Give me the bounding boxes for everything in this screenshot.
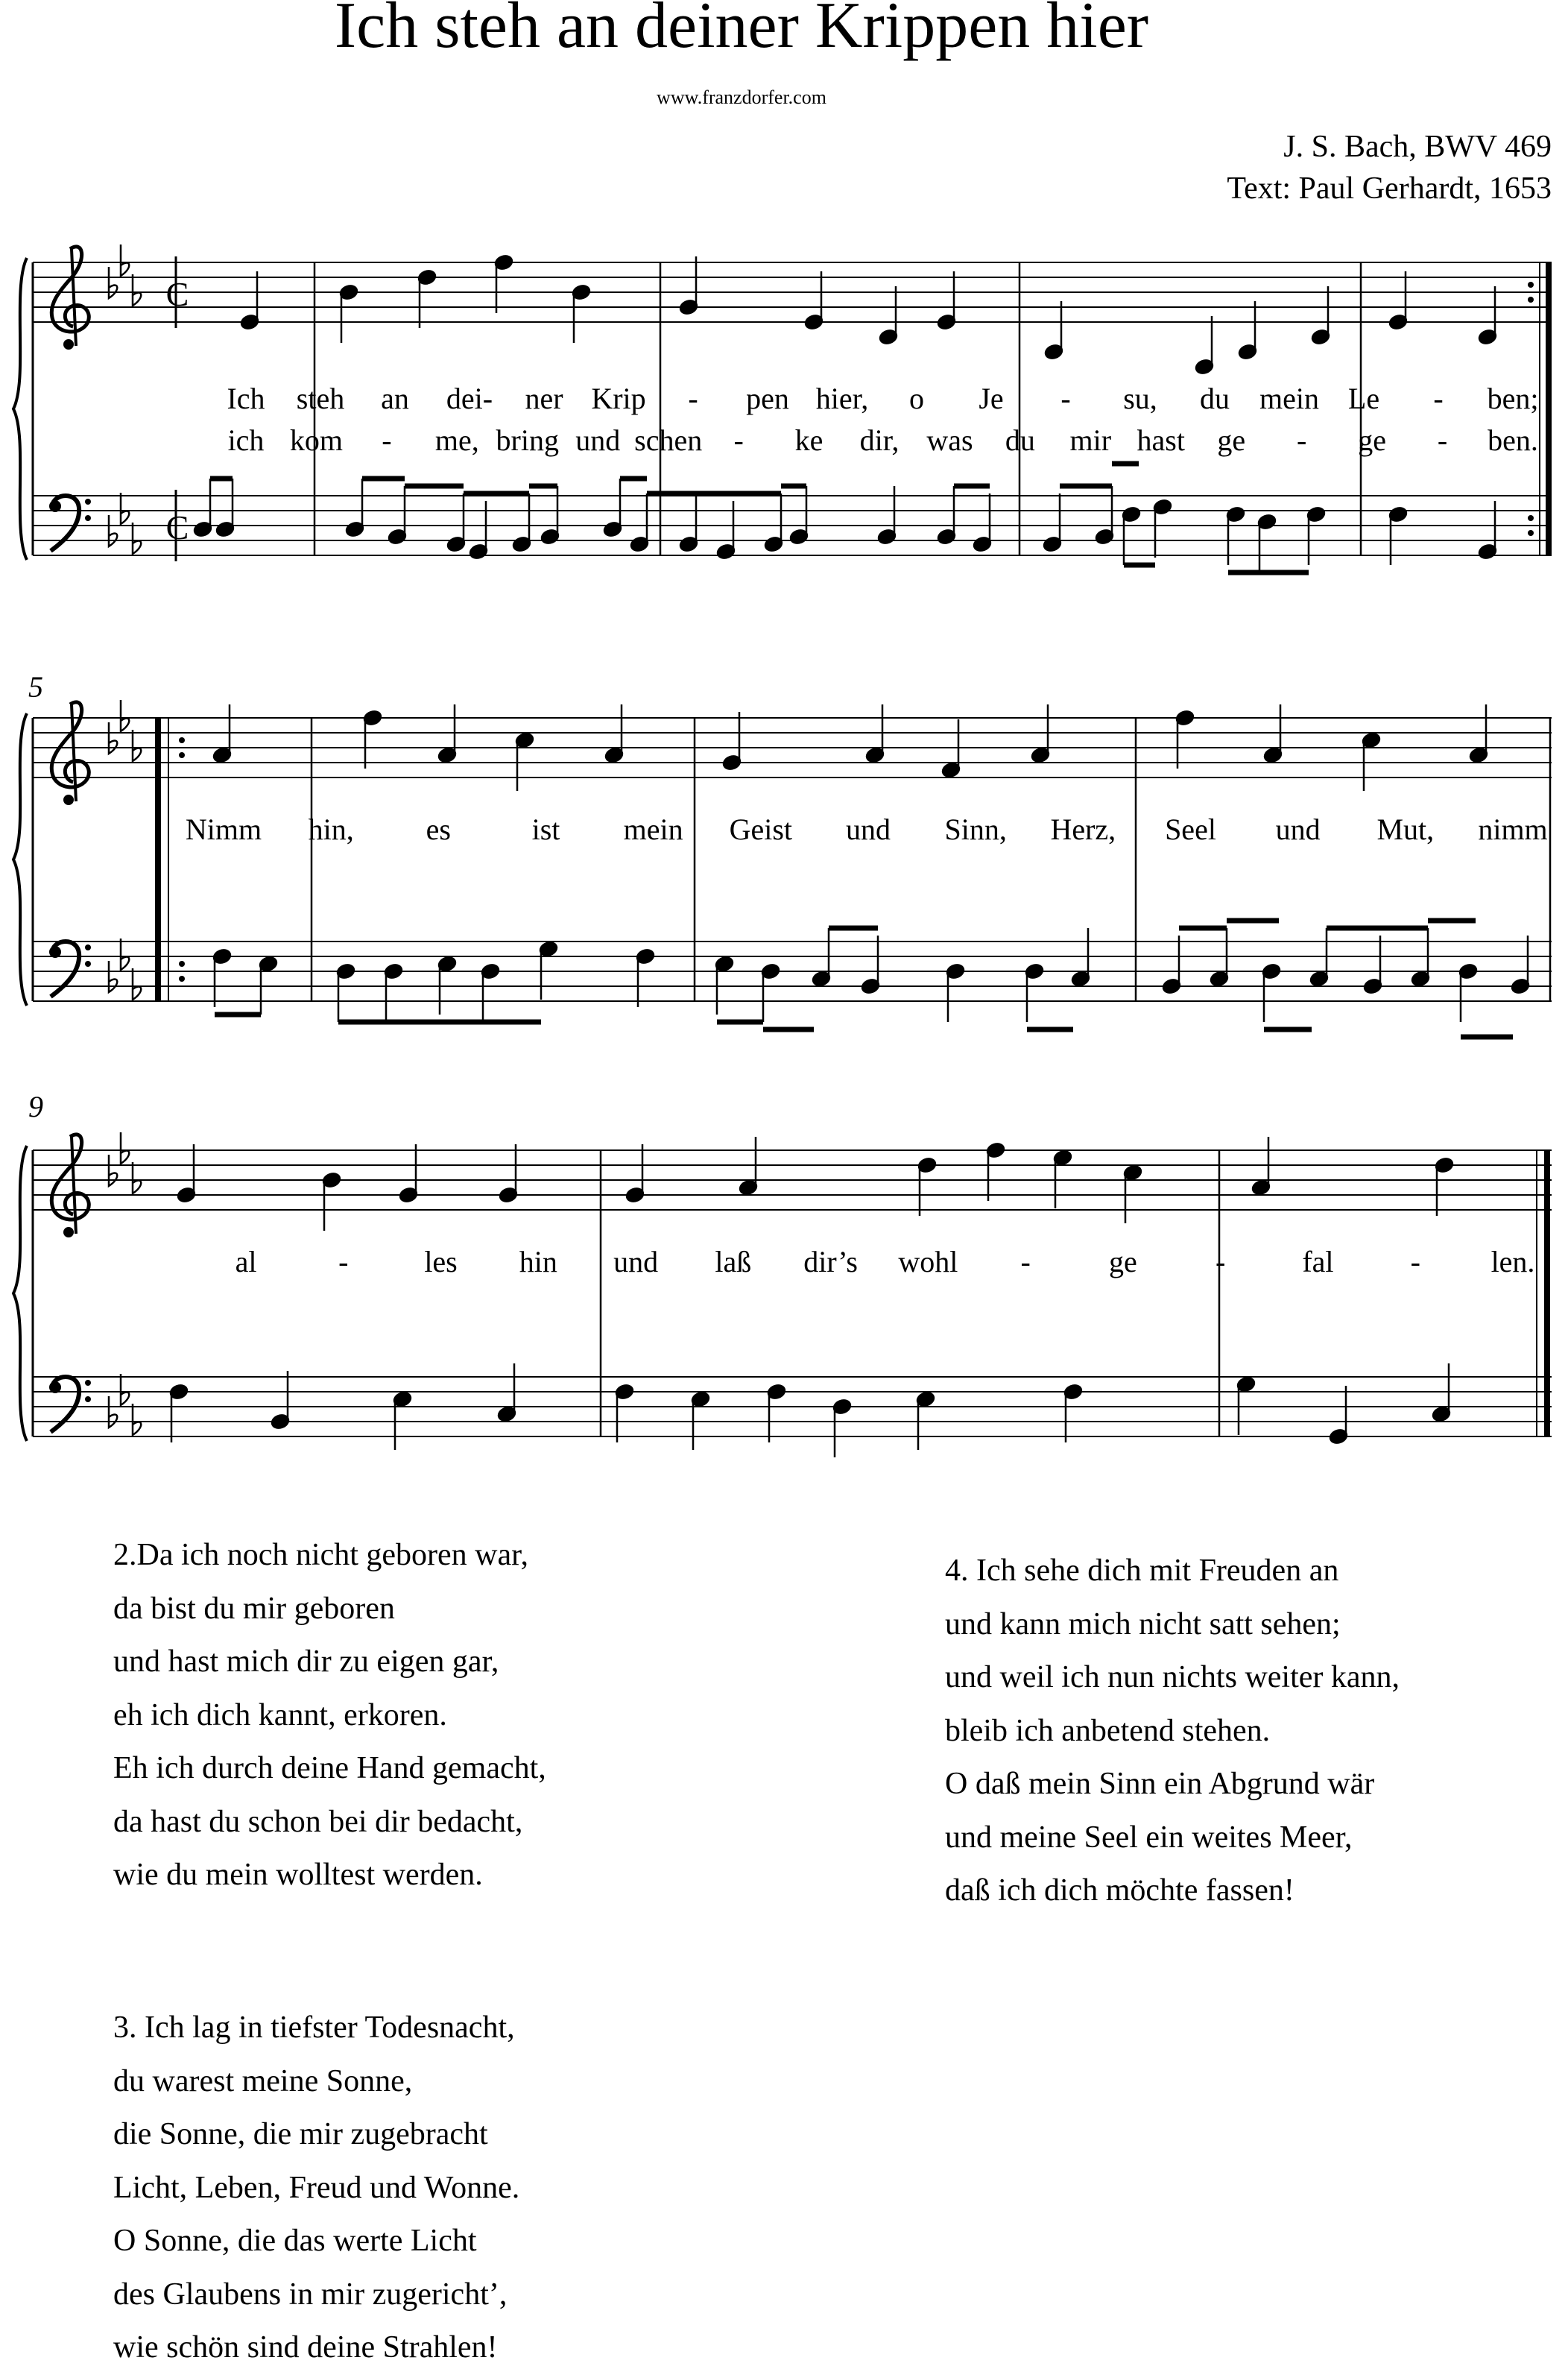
bass-clef-dot xyxy=(85,944,91,950)
flat-icon xyxy=(133,274,141,306)
verse-3-line: wie schön sind deine Strahlen! xyxy=(113,2330,498,2365)
flat-icon xyxy=(121,493,129,524)
treble-clef-curve xyxy=(51,702,89,787)
lyric-syllable: hin xyxy=(519,1245,557,1278)
lyric-syllable: du xyxy=(1005,423,1035,457)
verse-4-line: und kann mich nicht satt sehen; xyxy=(945,1606,1341,1641)
lyric-syllable: ben; xyxy=(1487,382,1539,415)
bass-clef-icon xyxy=(49,1377,91,1432)
lyric-syllable: wohl xyxy=(898,1245,958,1278)
verse-2-line: wie du mein wolltest werden. xyxy=(113,1858,483,1892)
lyric-syllable: al xyxy=(235,1245,257,1278)
verse-4 xyxy=(945,1545,1400,1918)
brace-icon xyxy=(13,258,27,560)
lyric-syllable: ge xyxy=(1358,423,1386,457)
lyric-syllable: du xyxy=(1200,382,1230,415)
verse-2-line: und hast mich dir zu eigen gar, xyxy=(113,1644,499,1679)
lyric-syllable: len. xyxy=(1490,1245,1535,1278)
lyric-syllable: steh xyxy=(296,382,345,415)
repeat-dot xyxy=(179,752,185,758)
lyric-syllable: - xyxy=(1060,382,1071,415)
lyric-syllable: Herz, xyxy=(1050,813,1116,846)
lyric-syllable: schen xyxy=(634,423,703,457)
lyric-syllable: Sinn, xyxy=(944,813,1007,846)
lyric-syllable: hin, xyxy=(308,813,354,846)
lyric-syllable: und xyxy=(613,1245,659,1278)
lyric-syllable: Mut, xyxy=(1376,813,1435,846)
website-link[interactable]: www.franzdorfer.com xyxy=(657,86,826,108)
verse-4-line: bleib ich anbetend stehen. xyxy=(945,1713,1271,1748)
lyric-syllable: - xyxy=(1410,1245,1420,1278)
verse-2-line: Eh ich durch deine Hand gemacht, xyxy=(113,1751,546,1785)
verse-3-line: 3. Ich lag in tiefster Todesnacht, xyxy=(113,2010,515,2045)
flat-icon xyxy=(133,730,141,761)
cut-time-icon: C xyxy=(165,508,189,546)
lyric-syllable: bring xyxy=(496,423,559,457)
lyric-syllable: es xyxy=(426,813,451,846)
bass-clef-dot xyxy=(85,1380,91,1386)
flat-icon xyxy=(109,961,117,992)
flat-icon xyxy=(109,1396,117,1428)
bass-clef-icon xyxy=(49,496,91,551)
flat-icon xyxy=(109,1155,117,1186)
lyric-syllable: an xyxy=(381,382,409,415)
verse-3-line: du warest meine Sonne, xyxy=(113,2063,413,2098)
brace-icon xyxy=(13,713,27,1006)
cut-time-icon: C xyxy=(165,275,189,313)
lyric-syllable: - xyxy=(382,423,392,457)
song-title: Ich steh an deiner Krippen hier xyxy=(334,0,1149,62)
lyric-syllable: Le xyxy=(1347,382,1380,415)
lyric-syllable: Ich xyxy=(227,382,265,415)
flat-icon xyxy=(121,245,129,276)
verse-4-line: 4. Ich sehe dich mit Freuden an xyxy=(945,1554,1339,1588)
verse-3 xyxy=(113,2002,519,2375)
lyric-syllable: - xyxy=(1437,423,1448,457)
lyric-syllable: ich xyxy=(227,423,265,457)
lyric-syllable: les xyxy=(424,1245,458,1278)
verse-2 xyxy=(113,1529,546,1902)
flat-icon xyxy=(121,939,129,970)
lyric-syllable: mein xyxy=(1259,382,1319,415)
lyric-syllable: - xyxy=(338,1245,349,1278)
treble-clef-dot xyxy=(63,339,74,350)
verse-2-line: da bist du mir geboren xyxy=(113,1591,395,1626)
lyric-syllable: su, xyxy=(1123,382,1157,415)
flat-icon xyxy=(109,722,117,754)
bass-clef-dot xyxy=(85,499,91,505)
bass-clef-dot xyxy=(85,961,91,967)
lyric-syllable: pen xyxy=(746,382,789,415)
lyric-syllable: fal xyxy=(1302,1245,1334,1278)
lyric-syllable: - xyxy=(1215,1245,1226,1278)
repeat-dot xyxy=(1528,515,1534,521)
verse-3-line: Licht, Leben, Freud und Wonne. xyxy=(113,2170,520,2205)
lyric-syllable: laß xyxy=(715,1245,752,1278)
lyric-syllable: nimm xyxy=(1478,813,1548,846)
lyric-syllable: ben. xyxy=(1488,423,1538,457)
lyric-syllable: und xyxy=(846,813,891,846)
lyric-syllable: was xyxy=(926,423,973,457)
flat-icon xyxy=(133,968,141,1000)
lyric-syllable: Je xyxy=(979,382,1004,415)
repeat-dot xyxy=(179,961,185,967)
verse-4-line: daß ich dich möchte fassen! xyxy=(945,1873,1294,1908)
flat-icon xyxy=(121,1374,129,1405)
repeat-dot xyxy=(1528,282,1534,288)
verse-4-line: und weil ich nun nichts weiter kann, xyxy=(945,1660,1400,1694)
verse-3-line: des Glaubens in mir zugericht’, xyxy=(113,2277,508,2312)
bass-clef-head xyxy=(49,500,61,512)
repeat-dot xyxy=(1528,297,1534,303)
lyric-syllable: me, xyxy=(434,423,479,457)
flat-icon xyxy=(133,523,141,554)
lyric-syllable: mir xyxy=(1069,423,1112,457)
lyric-syllable: Seel xyxy=(1165,813,1216,846)
flat-icon xyxy=(133,1404,141,1435)
lyric-syllable: - xyxy=(1433,382,1444,415)
lyric-syllable: kom xyxy=(289,423,344,457)
lyric-syllable: - xyxy=(1020,1245,1031,1278)
treble-clef-curve xyxy=(51,247,89,332)
flat-icon xyxy=(133,1162,141,1193)
lyric-syllable: mein xyxy=(623,813,683,846)
lyric-syllable: - xyxy=(733,423,744,457)
lyric-syllable: hier, xyxy=(815,382,869,415)
lyric-syllable: dir, xyxy=(859,423,900,457)
flat-icon xyxy=(121,700,129,731)
verse-3-line: die Sonne, die mir zugebracht xyxy=(113,2117,488,2151)
verse-3-line: O Sonne, die das werte Licht xyxy=(113,2224,477,2258)
brace-icon xyxy=(13,1146,27,1441)
verse-4-line: und meine Seel ein weites Meer, xyxy=(945,1820,1353,1855)
lyric-syllable: ist xyxy=(531,813,560,846)
flat-icon xyxy=(109,515,117,546)
bass-clef-dot xyxy=(85,515,91,521)
lyric-syllable: ke xyxy=(794,423,823,457)
flat-icon xyxy=(121,1132,129,1164)
lyric-syllable: ner xyxy=(525,382,563,415)
bass-clef-head xyxy=(49,946,61,958)
repeat-dot xyxy=(179,737,185,743)
lyric-syllable: ge xyxy=(1109,1245,1137,1278)
verse-2-line: da hast du schon bei dir bedacht, xyxy=(113,1804,523,1839)
bass-clef-icon xyxy=(49,942,91,997)
flat-icon xyxy=(109,267,117,298)
lyric-syllable: hast xyxy=(1137,423,1185,457)
lyric-syllable: - xyxy=(1297,423,1307,457)
verse-4-line: O daß mein Sinn ein Abgrund wär xyxy=(945,1767,1375,1801)
repeat-dot xyxy=(1528,530,1534,536)
lyric-syllable: Geist xyxy=(729,813,793,846)
measure-number: 5 xyxy=(28,670,43,704)
lyric-syllable: o xyxy=(909,382,924,415)
lyric-syllable: und xyxy=(575,423,621,457)
lyric-syllable: Krip xyxy=(591,382,646,415)
treble-clef-curve xyxy=(51,1135,89,1220)
bass-clef-dot xyxy=(85,1396,91,1402)
bass-clef-head xyxy=(49,1381,61,1393)
treble-clef-dot xyxy=(63,795,74,805)
lyric-syllable: dei- xyxy=(446,382,493,415)
text-author-credit: Text: Paul Gerhardt, 1653 xyxy=(1227,171,1552,206)
lyric-syllable: - xyxy=(688,382,698,415)
measure-number: 9 xyxy=(28,1090,43,1123)
verse-2-line: eh ich dich kannt, erkoren. xyxy=(113,1697,447,1732)
lyric-syllable: und xyxy=(1275,813,1321,846)
repeat-dot xyxy=(179,976,185,982)
treble-clef-dot xyxy=(63,1227,74,1237)
composer-credit: J. S. Bach, BWV 469 xyxy=(1283,130,1552,164)
lyric-syllable: dir’s xyxy=(803,1245,858,1278)
verse-2-line: 2.Da ich noch nicht geboren war, xyxy=(113,1538,528,1572)
lyric-syllable: ge xyxy=(1217,423,1246,457)
lyric-syllable: Nimm xyxy=(185,813,262,846)
